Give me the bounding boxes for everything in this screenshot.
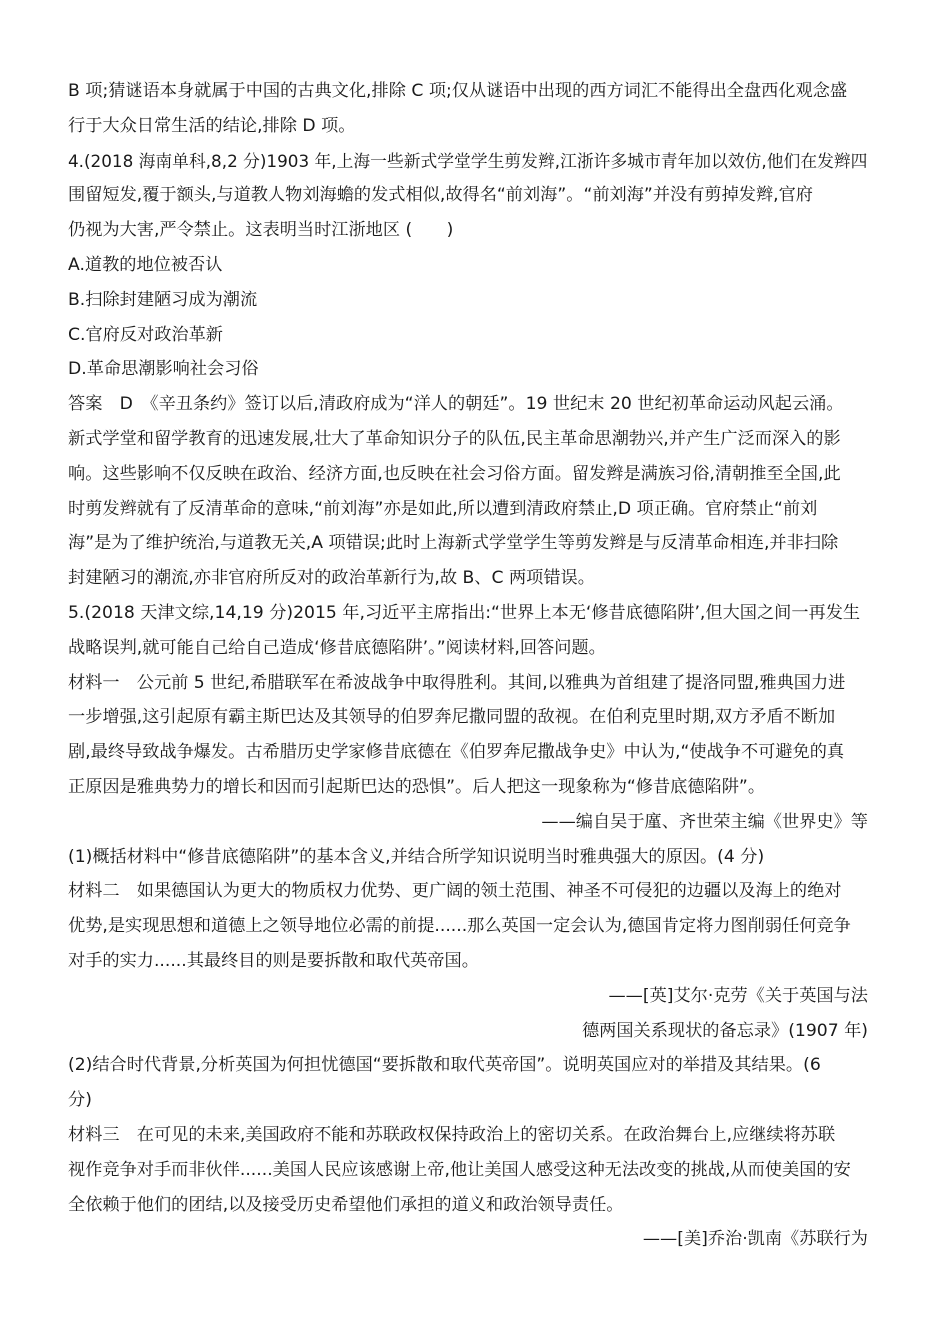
material-1-line-2: 一步增强,这引起原有霸主斯巴达及其领导的伯罗奔尼撒同盟的敌视。在伯利克里时期,双方矛盾不断加 — [68, 707, 836, 728]
answer-line-1: 答案 D 《辛丑条约》签订以后,清政府成为“洋人的朝廷”。19 世纪末 20 世纪初革命运动风起云涌。 — [68, 394, 844, 415]
material-2-source-line-2: 德两国关系现状的备忘录》(1907 年) — [581, 1020, 868, 1041]
material-2-line-3: 对手的实力......其最终目的则是要拆散和取代英帝国。 — [68, 950, 479, 971]
material-2-line-1: 材料二 如果德国认为更大的物质权力优势、更广阔的领土范围、神圣不可侵犯的边疆以及海上的绝对 — [68, 881, 842, 902]
question-4-stem-line-2: 围留短发,覆于额头,与道教人物刘海蟾的发式相似,故得名“前刘海”。“前刘海”并没有剪掉发辫,官府 — [68, 185, 813, 206]
material-1-source: ——编自吴于廑、齐世荣主编《世界史》等 — [541, 811, 868, 832]
question-5-stem-line-1: 5.(2018 天津文综,14,19 分)2015 年,习近平主席指出:“世界上本无‘修昔底德陷阱’,但大国之间一再发生 — [68, 602, 861, 623]
answer-line-4: 时剪发辫就有了反清革命的意味,“前刘海”亦是如此,所以遭到清政府禁止,D 项正确。官府禁止“前刘 — [68, 498, 818, 519]
material-3-line-1: 材料三 在可见的未来,美国政府不能和苏联政权保持政治上的密切关系。在政治舞台上,应继续将苏联 — [68, 1124, 836, 1145]
sub-question-2-line-1: (2)结合时代背景,分析英国为何担忧德国“要拆散和取代英帝国”。说明英国应对的举措及其结果。(6 — [68, 1055, 821, 1076]
question-4-stem-line-3: 仍视为大害,严令禁止。这表明当时江浙地区 ( ) — [68, 220, 454, 241]
material-3-source-line-1: ——[美]乔治·凯南《苏联行为 — [642, 1229, 868, 1250]
question-4-option-a: A.道教的地位被否认 — [68, 254, 223, 275]
material-2-line-2: 优势,是实现思想和道德上之领导地位必需的前提......那么英国一定会认为,德国肯定将力图削弱任何竞争 — [68, 916, 851, 937]
question-4-option-c: C.官府反对政治革新 — [68, 324, 223, 345]
material-3-line-2: 视作竞争对手而非伙伴......美国人民应该感谢上帝,他让美国人感受这种无法改变的挑战,从而使美国的安 — [68, 1159, 851, 1180]
question-4-option-b: B.扫除封建陋习成为潮流 — [68, 289, 258, 310]
question-5-stem-line-2: 战略误判,就可能自己给自己造成‘修昔底德陷阱’。”阅读材料,回答问题。 — [68, 637, 606, 658]
document-page — [68, 74, 868, 1257]
material-2-source-line-1: ——[英]艾尔·克劳《关于英国与法 — [608, 985, 868, 1006]
material-1-line-1: 材料一 公元前 5 世纪,希腊联军在希波战争中取得胜利。其间,以雅典为首组建了提洛同盟,雅典国力进 — [68, 672, 846, 693]
question-4-option-d: D.革命思潮影响社会习俗 — [68, 359, 259, 380]
answer-line-5: 海”是为了维护统治,与道教无关,A 项错误;此时上海新式学堂学生等剪发辫是与反清革命相连,并非扫除 — [68, 533, 839, 554]
sub-question-1: (1)概括材料中“修昔底德陷阱”的基本含义,并结合所学知识说明当时雅典强大的原因。(4 分) — [68, 846, 765, 867]
answer-line-2: 新式学堂和留学教育的迅速发展,壮大了革命知识分子的队伍,民主革命思潮勃兴,并产生广泛而深入的影 — [68, 428, 841, 449]
text-line-2: 行于大众日常生活的结论,排除 D 项。 — [68, 115, 356, 136]
material-1-line-3: 剧,最终导致战争爆发。古希腊历史学家修昔底德在《伯罗奔尼撒战争史》中认为,“使战争不可避免的真 — [68, 742, 845, 763]
question-4-stem-line-1: 4.(2018 海南单科,8,2 分)1903 年,上海一些新式学堂学生剪发辫,江浙许多城市青年加以效仿,他们在发辫四 — [68, 150, 868, 171]
material-3-line-3: 全依赖于他们的团结,以及接受历史希望他们承担的道义和政治领导责任。 — [68, 1194, 624, 1215]
sub-question-2-line-2: 分) — [68, 1090, 92, 1111]
answer-line-3: 响。这些影响不仅反映在政治、经济方面,也反映在社会习俗方面。留发辫是满族习俗,清朝推至全国,此 — [68, 463, 841, 484]
answer-line-6: 封建陋习的潮流,亦非官府所反对的政治革新行为,故 B、C 两项错误。 — [68, 568, 595, 589]
material-1-line-4: 正原因是雅典势力的增长和因而引起斯巴达的恐惧”。后人把这一现象称为“修昔底德陷阱”。 — [68, 776, 766, 797]
text-line-1: B 项;猜谜语本身就属于中国的古典文化,排除 C 项;仅从谜语中出现的西方词汇不能得出全盘西化观念盛 — [68, 81, 848, 101]
